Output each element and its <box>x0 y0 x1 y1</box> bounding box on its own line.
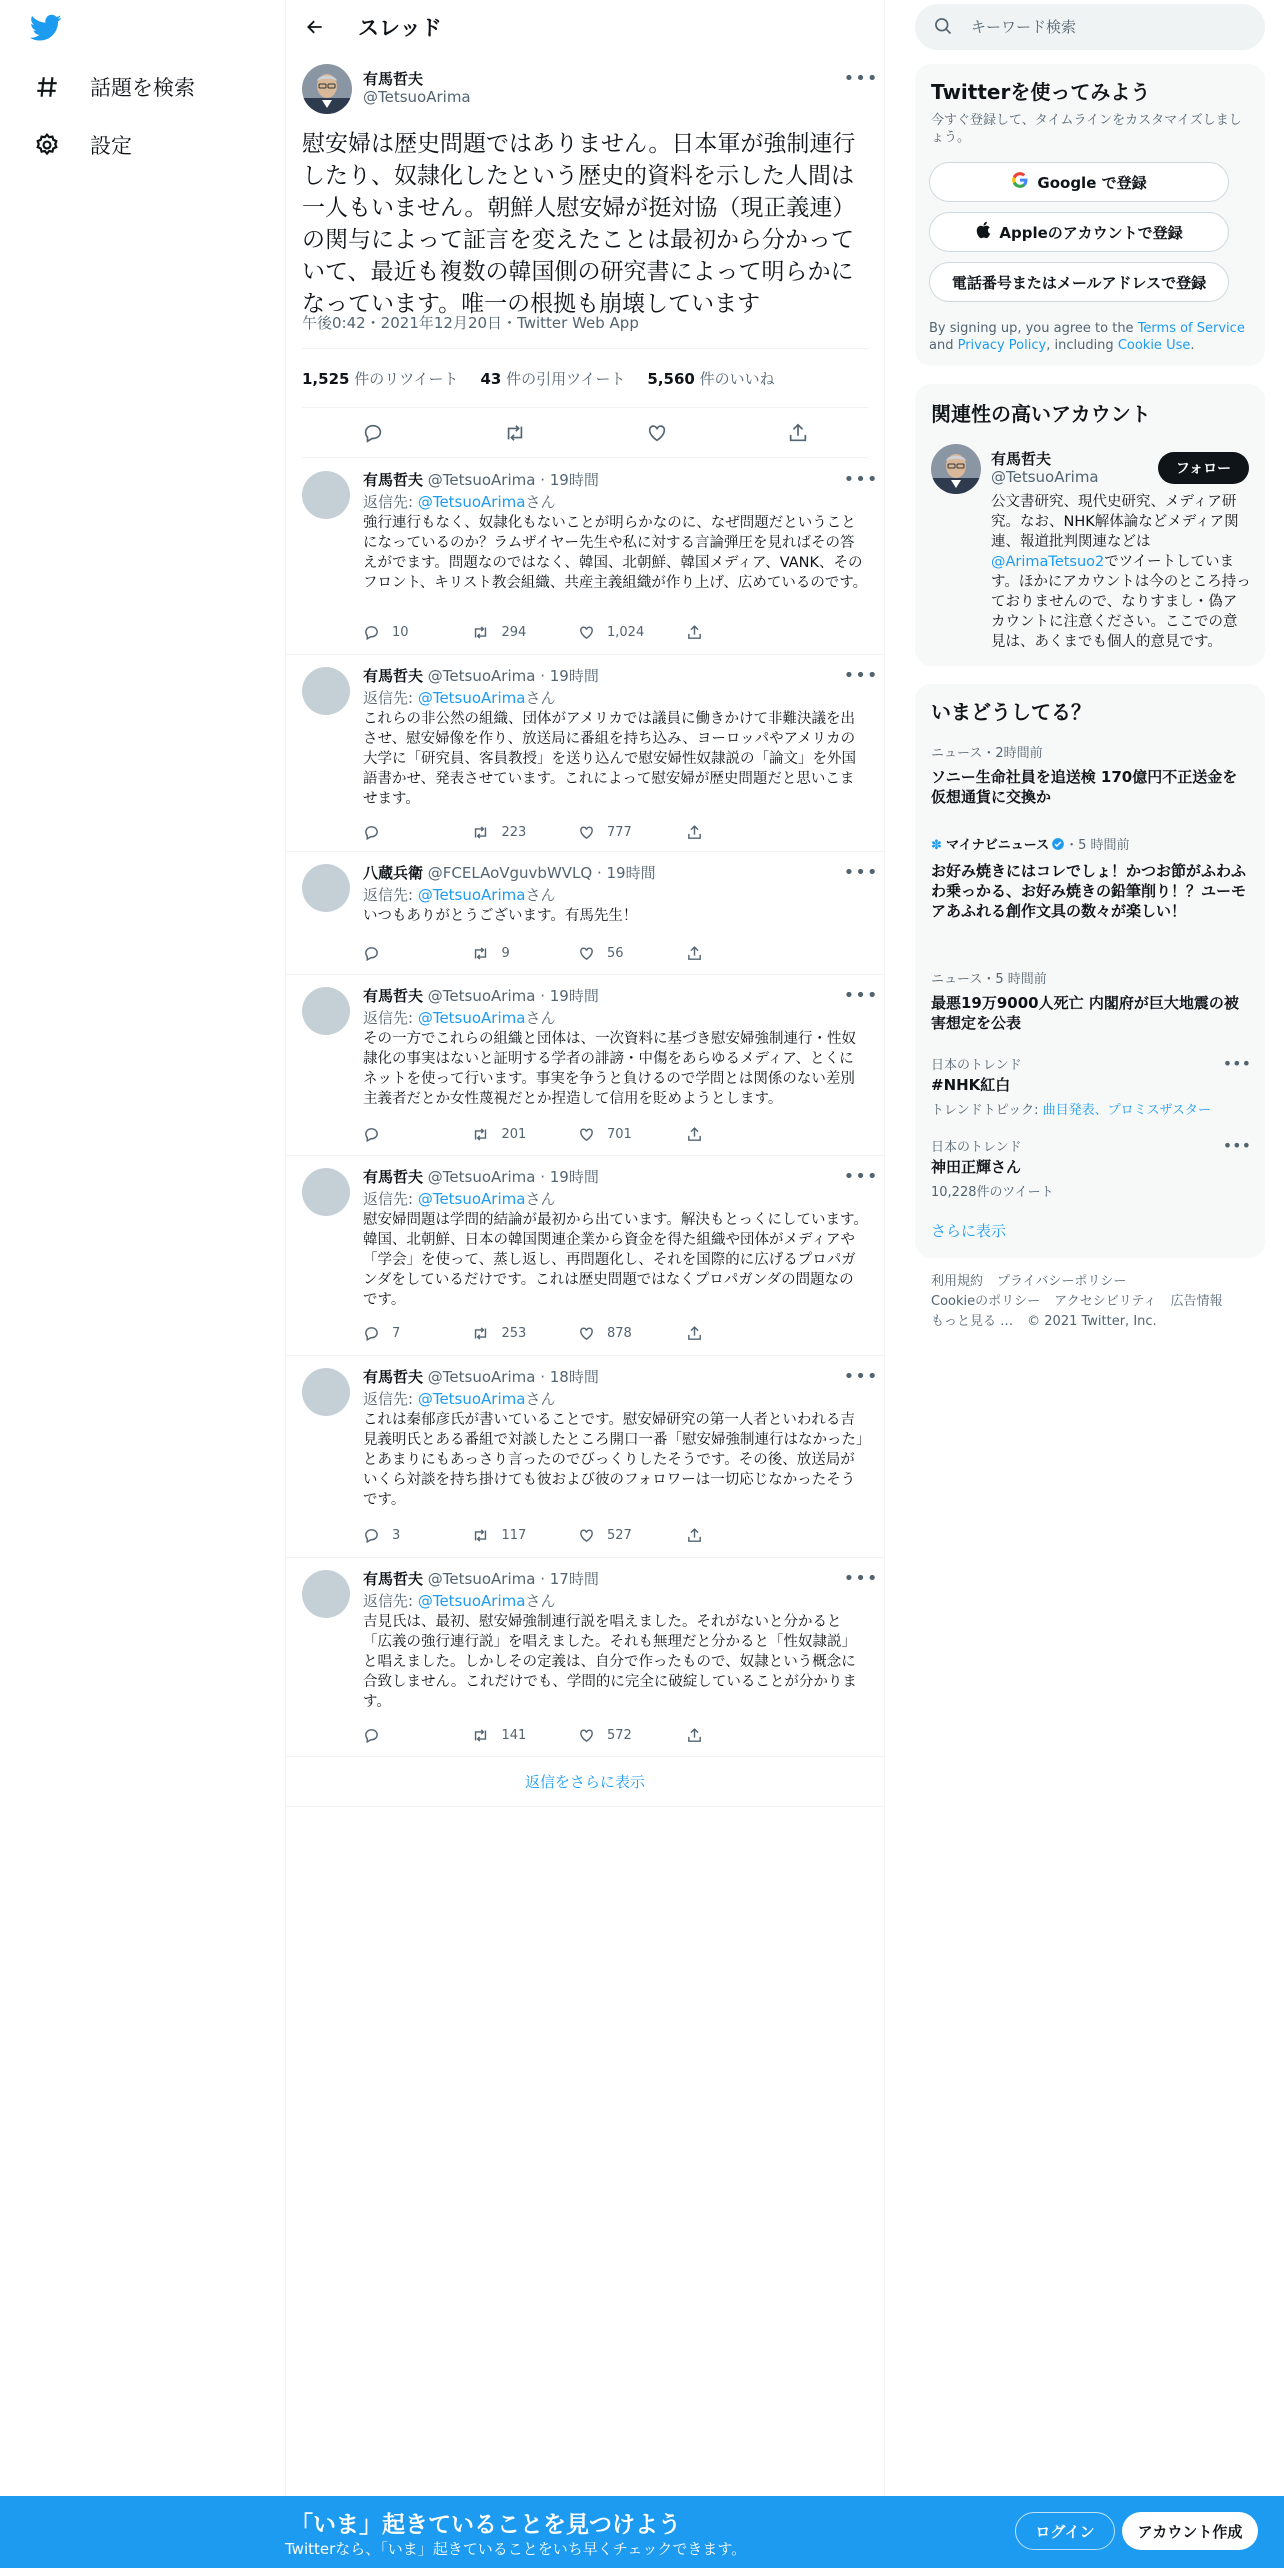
reply-icon[interactable] <box>363 1524 471 1546</box>
apple-signup-label: Appleのアカウントで登録 <box>999 223 1183 242</box>
reply-author-handle[interactable]: @TetsuoArima <box>427 1570 536 1588</box>
reply-author-name[interactable]: 有馬哲夫 <box>363 1368 424 1386</box>
news-source-icon: ✽ <box>931 838 942 853</box>
share-icon[interactable] <box>686 1322 794 1344</box>
trend-context: ニュース・2時間前 <box>931 746 1043 761</box>
privacy-policy-link[interactable]: Privacy Policy <box>957 338 1047 353</box>
thread-column <box>285 0 885 2568</box>
like-icon[interactable] <box>578 942 686 964</box>
share-icon[interactable] <box>686 1724 794 1746</box>
trend-title: 最悪19万9000人死亡 内閣府が巨大地震の被害想定を公表 <box>931 994 1239 1032</box>
reply-to-link[interactable]: @TetsuoArima <box>417 689 526 707</box>
reply-to-line: 返信先: @TetsuoArimaさん <box>363 1592 556 1610</box>
reply-author-handle[interactable]: @TetsuoArima <box>427 1168 536 1186</box>
reply-tweet[interactable] <box>286 975 884 1156</box>
more-icon[interactable]: ••• <box>843 67 879 89</box>
retweet-count: 9 <box>501 945 510 961</box>
trends-show-more-link[interactable]: さらに表示 <box>931 1222 1007 1240</box>
twitter-logo-icon[interactable] <box>30 14 70 54</box>
reply-text: その一方でこれらの組織と団体は、一次資料に基づき慰安婦強制連行・性奴隷化の事実はないと証明する学者の誹謗・中傷をあらゆるメディア、とくにネットを使って行います。事実を争うと負けるので学問とは関係のない差別主義者だとか女性蔑視だとか捏造して信用を貶めようとします。 <box>363 1031 856 1107</box>
reply-tweet[interactable] <box>286 1156 884 1356</box>
author-handle[interactable]: @TetsuoArima <box>363 88 471 106</box>
retweet-count: 117 <box>501 1527 527 1543</box>
like-count[interactable]: 5,560 件のいいね <box>647 369 775 388</box>
reply-to-link[interactable]: @TetsuoArima <box>417 493 526 511</box>
reply-icon[interactable] <box>363 821 471 843</box>
nav-settings-label: 設定 <box>90 134 132 158</box>
trend-context: 日本のトレンド <box>931 1058 1022 1073</box>
like-count: 527 <box>607 1527 632 1543</box>
more-icon[interactable]: ••• <box>1222 1136 1251 1155</box>
reply-text: 吉見氏は、最初、慰安婦強制連行説を唱えました。それがないと分かると「広義の強行連行説」を唱えました。それも無理だと分かると「性奴隷説」と唱えました。しかしその定義は、自分で作ったもので、奴隷という概念に合致しません。これだけでも、学問的に完全に破綻していることが分かります。 <box>363 1614 857 1710</box>
search-input[interactable] <box>971 18 1231 36</box>
reply-author-handle[interactable]: @FCELAoVguvbWVLQ <box>427 864 593 882</box>
reply-to-link[interactable]: @TetsuoArima <box>417 1009 526 1027</box>
like-count: 777 <box>607 824 632 840</box>
search-icon <box>933 16 955 38</box>
trend-topics-link[interactable]: 曲目発表、プロミスザスター <box>1042 1103 1211 1118</box>
tweet-timestamp[interactable]: 午後0:42・2021年12月20日・Twitter Web App <box>302 314 639 332</box>
reply-icon[interactable] <box>363 942 471 964</box>
share-icon[interactable] <box>686 1524 794 1546</box>
more-icon[interactable]: ••• <box>843 664 879 686</box>
avatar[interactable] <box>931 444 981 494</box>
reply-time[interactable]: 19時間 <box>606 864 656 882</box>
google-icon <box>1011 171 1037 193</box>
avatar[interactable] <box>302 864 350 912</box>
quote-count[interactable]: 43 件の引用ツイート <box>480 369 626 388</box>
apple-signup-button[interactable] <box>929 212 1229 252</box>
footer-link[interactable]: 利用規約 <box>931 1274 984 1289</box>
like-icon[interactable] <box>578 1123 686 1145</box>
retweet-count: 201 <box>501 1126 527 1142</box>
reply-to-line: 返信先: @TetsuoArimaさん <box>363 493 556 511</box>
reply-author-handle[interactable]: @TetsuoArima <box>427 471 536 489</box>
reply-tweet[interactable] <box>286 1356 884 1558</box>
like-count: 56 <box>607 945 624 961</box>
retweet-icon[interactable] <box>471 621 579 643</box>
reply-actions <box>363 1322 793 1344</box>
retweet-icon[interactable] <box>471 821 579 843</box>
more-icon[interactable]: ••• <box>843 468 879 490</box>
more-icon[interactable]: ••• <box>1222 1054 1251 1073</box>
reply-time[interactable]: 18時間 <box>549 1368 599 1386</box>
trend-item[interactable] <box>931 1136 1251 1200</box>
reply-to-link[interactable]: @TetsuoArima <box>417 1190 526 1208</box>
retweet-count: 253 <box>501 1325 527 1341</box>
google-signup-label: Google で登録 <box>1037 173 1147 192</box>
reply-header: 有馬哲夫 @TetsuoArima · 19時間 <box>363 987 599 1005</box>
login-button[interactable]: ログイン <box>1015 2512 1115 2550</box>
trends-card <box>915 684 1265 1258</box>
reply-icon[interactable] <box>363 621 471 643</box>
reply-author-handle[interactable]: @TetsuoArima <box>427 1368 536 1386</box>
relevant-bio: 公文書研究、現代史研究、メディア研究。なお、NHK解体論などメディア関連、報道批判関連などは@ArimaTetsuo2でツイートしています。ほかにアカウントは今のところ持っておりませんので、なりすまし・偽アカウントに注意ください。ここでの意見は、あくまでも個人的意見です。 <box>991 494 1251 650</box>
reply-to-link[interactable]: @TetsuoArima <box>417 1390 526 1408</box>
nav-explore-label: 話題を検索 <box>90 76 195 100</box>
trend-item[interactable] <box>931 742 1251 807</box>
retweet-icon[interactable] <box>471 942 579 964</box>
signup-title: Twitterを使ってみよう <box>931 80 1151 104</box>
avatar[interactable] <box>302 1570 350 1618</box>
reply-text: 慰安婦問題は学問的結論が最初から出ています。解決もとっくにしています。韓国、北朝鮮、日本の韓国関連企業から資金を得た組織や団体がメディアや「学会」を使って、蒸し返し、再問題化し、それを国際的に広げるプロパガンダをしているだけです。これは歴史問題ではなくプロパガンダの問題なのです。 <box>363 1212 868 1308</box>
share-icon[interactable] <box>686 942 794 964</box>
like-icon[interactable] <box>646 422 668 444</box>
bottom-signup-bar <box>0 2496 1284 2568</box>
trend-topics: トレンドトピック: 曲目発表、プロミスザスター <box>931 1103 1211 1118</box>
reply-tweet[interactable] <box>286 459 884 655</box>
show-more-replies-button[interactable]: 返信をさらに表示 <box>286 1757 884 1807</box>
reply-text: これは秦郁彦氏が書いていることです。慰安婦研究の第一人者といわれる吉見義明氏とある番組で対談したところ開口一番「慰安婦強制連行はなかった」とあまりにもあっさり言ったのでびっくりしたそうです。その後、放送局がいくら対談を持ち掛けても彼および彼のフォロワーは一切応じなかったそうです。 <box>363 1412 864 1508</box>
like-count: 1,024 <box>607 624 645 640</box>
reply-author-handle[interactable]: @TetsuoArima <box>427 667 536 685</box>
retweet-icon[interactable] <box>471 1123 579 1145</box>
follow-button[interactable]: フォロー <box>1158 452 1249 484</box>
reply-actions <box>363 1123 793 1145</box>
reply-header: 有馬哲夫 @TetsuoArima · 19時間 <box>363 1168 599 1186</box>
relevant-title: 関連性の高いアカウント <box>931 402 1151 426</box>
reply-author-handle[interactable]: @TetsuoArima <box>427 987 536 1005</box>
like-icon[interactable] <box>578 821 686 843</box>
avatar[interactable] <box>302 987 350 1035</box>
retweet-count: 141 <box>501 1727 527 1743</box>
reply-time[interactable]: 17時間 <box>549 1570 599 1588</box>
footer-link[interactable]: もっと見る … <box>931 1314 1014 1329</box>
trend-tweet-count: 10,228件のツイート <box>931 1185 1054 1200</box>
reply-author-name[interactable]: 有馬哲夫 <box>363 987 424 1005</box>
reply-to-line: 返信先: @TetsuoArimaさん <box>363 689 556 707</box>
reply-to-line: 返信先: @TetsuoArimaさん <box>363 1009 556 1027</box>
reply-actions <box>363 821 793 843</box>
footer-link[interactable]: プライバシーポリシー <box>997 1274 1127 1289</box>
reply-author-name[interactable]: 有馬哲夫 <box>363 1168 424 1186</box>
avatar[interactable] <box>302 64 352 114</box>
reply-time[interactable]: 19時間 <box>549 987 599 1005</box>
reply-header: 有馬哲夫 @TetsuoArima · 19時間 <box>363 471 599 489</box>
footer-link[interactable]: Cookieのポリシー <box>931 1294 1041 1309</box>
mention-link[interactable]: @ArimaTetsuo2 <box>991 554 1105 570</box>
retweet-count: 223 <box>501 824 527 840</box>
share-icon[interactable] <box>787 422 809 444</box>
reply-tweet[interactable] <box>286 1558 884 1757</box>
trend-title: お好み焼きにはコレでしょ！かつお節がふわふわ乗っかる、お好み焼きの鉛筆削り！？ユーモアあふれる創作文具の数々が楽しい！ <box>931 861 1247 920</box>
trends-title: いまどうしてる？ <box>931 700 1091 724</box>
more-icon[interactable]: ••• <box>843 1567 879 1589</box>
page-title: スレッド <box>358 16 442 40</box>
like-icon[interactable] <box>578 621 686 643</box>
retweet-icon[interactable] <box>471 1322 579 1344</box>
tweet-text: 慰安婦は歴史問題ではありません。日本軍が強制連行したり、奴隷化したという歴史的資料を示した人間は一人もいません。朝鮮人慰安婦が挺対協（現正義連）の関与によって証言を変えたことは最初から分かっていて、最近も複数の韓国側の研究書によって明らかになっています。唯一の根拠も崩壊しています <box>302 131 856 317</box>
reply-header: 有馬哲夫 @TetsuoArima · 19時間 <box>363 667 599 685</box>
apple-icon <box>975 221 999 243</box>
trend-title: ソニー生命社員を追送検 170億円不正送金を仮想通貨に交換か <box>931 768 1238 806</box>
retweet-count: 294 <box>501 624 527 640</box>
footer-links <box>931 1272 1251 1332</box>
reply-time[interactable]: 19時間 <box>549 471 599 489</box>
reply-actions <box>363 942 793 964</box>
verified-badge-icon <box>1051 837 1065 855</box>
reply-icon[interactable] <box>363 1322 471 1344</box>
more-icon[interactable]: ••• <box>843 1365 879 1387</box>
trend-context: 日本のトレンド <box>931 1140 1022 1155</box>
retweet-count[interactable]: 1,525 件のリツイート <box>302 369 459 388</box>
relevant-name[interactable]: 有馬哲夫 <box>991 450 1052 468</box>
share-icon[interactable] <box>686 621 794 643</box>
author-name[interactable]: 有馬哲夫 <box>363 70 424 88</box>
trend-item[interactable] <box>931 834 1251 921</box>
reply-tweet[interactable] <box>286 655 884 852</box>
signup-subtitle: 今すぐ登録して、タイムラインをカスタマイズしましょう。 <box>931 113 1242 145</box>
more-icon[interactable]: ••• <box>843 861 879 883</box>
reply-actions <box>363 621 793 643</box>
reply-actions <box>363 1524 793 1546</box>
retweet-icon[interactable] <box>471 1724 579 1746</box>
signup-button[interactable]: アカウント作成 <box>1122 2512 1258 2550</box>
back-arrow-icon[interactable] <box>300 12 330 42</box>
avatar[interactable] <box>302 471 350 519</box>
avatar[interactable] <box>302 1368 350 1416</box>
cookie-use-link[interactable]: Cookie Use <box>1117 338 1191 353</box>
reply-author-name[interactable]: 八蔵兵衛 <box>363 864 424 882</box>
reply-to-link[interactable]: @TetsuoArima <box>417 886 526 904</box>
like-count: 878 <box>607 1325 632 1341</box>
gear-icon <box>30 128 64 162</box>
trend-item[interactable] <box>931 968 1251 1033</box>
reply-to-link[interactable]: @TetsuoArima <box>417 1592 526 1610</box>
more-icon[interactable]: ••• <box>843 984 879 1006</box>
reply-author-name[interactable]: 有馬哲夫 <box>363 471 424 489</box>
search-box[interactable] <box>915 4 1265 50</box>
reply-header: 八蔵兵衛 @FCELAoVguvbWVLQ · 19時間 <box>363 864 656 882</box>
trend-context: ニュース・5 時間前 <box>931 972 1047 987</box>
reply-time[interactable]: 19時間 <box>549 1168 599 1186</box>
terms-of-service-link[interactable]: Terms of Service <box>1137 321 1245 336</box>
bottom-bar-title: 「いま」起きていることを見つけよう <box>290 2512 681 2538</box>
bottom-bar-subtitle: Twitterなら、「いま」起きていることをいち早くチェックできます。 <box>285 2540 747 2558</box>
left-navigation <box>0 0 285 2568</box>
reply-count: 7 <box>392 1325 401 1341</box>
tweet-actions <box>302 408 868 458</box>
avatar[interactable] <box>302 1168 350 1216</box>
reply-to-line: 返信先: @TetsuoArimaさん <box>363 1190 556 1208</box>
reply-actions <box>363 1724 793 1746</box>
copyright: © 2021 Twitter, Inc. <box>1027 1314 1157 1329</box>
reply-header: 有馬哲夫 @TetsuoArima · 17時間 <box>363 1570 599 1588</box>
relevant-handle[interactable]: @TetsuoArima <box>991 468 1099 486</box>
more-icon[interactable]: ••• <box>843 1165 879 1187</box>
retweet-icon[interactable] <box>503 422 527 444</box>
hashtag-icon <box>30 70 64 104</box>
footer-link[interactable]: 広告情報 <box>1170 1294 1223 1309</box>
reply-text: これらの非公然の組織、団体がアメリカでは議員に働きかけて非難決議を出させ、慰安婦像を作り、放送局に番組を持ち込み、ヨーロッパやアメリカの大学に「研究員、客員教授」を送り込んで慰安婦性奴隷説の「論文」を外国語書かせ、発表させています。これによって慰安婦が歴史問題だと思いこませます。 <box>363 711 856 807</box>
like-icon[interactable] <box>578 1724 686 1746</box>
reply-text: 強行連行もなく、奴隷化もないことが明らかなのに、なぜ問題だということになっているのか？ラムザイヤー先生や私に対する言論弾圧を見ればその答えがでます。問題なのではなく、韓国、北朝鮮、韓国メディア、VANK、そのフロント、キリスト教会組織、共産主義組織が作り上げ、広めているのです。 <box>363 515 868 591</box>
reply-time[interactable]: 19時間 <box>549 667 599 685</box>
reply-text: いつもありがとうございます。有馬先生！ <box>363 908 638 924</box>
reply-tweet[interactable] <box>286 852 884 975</box>
avatar[interactable] <box>302 667 350 715</box>
reply-to-line: 返信先: @TetsuoArimaさん <box>363 886 556 904</box>
reply-count: 3 <box>392 1527 401 1543</box>
reply-author-name[interactable]: 有馬哲夫 <box>363 1570 424 1588</box>
trend-item[interactable] <box>931 1054 1251 1118</box>
nav-explore[interactable] <box>30 62 195 112</box>
retweet-icon[interactable] <box>471 1524 579 1546</box>
reply-count: 10 <box>392 624 409 640</box>
reply-icon[interactable] <box>363 1123 471 1145</box>
google-signup-button[interactable] <box>929 162 1229 202</box>
share-icon[interactable] <box>686 1123 794 1145</box>
reply-icon[interactable] <box>363 1724 471 1746</box>
footer-link[interactable]: アクセシビリティ <box>1054 1294 1157 1309</box>
signup-card <box>915 64 1265 366</box>
share-icon[interactable] <box>686 821 794 843</box>
like-icon[interactable] <box>578 1322 686 1344</box>
nav-settings[interactable] <box>30 120 132 170</box>
reply-author-name[interactable]: 有馬哲夫 <box>363 667 424 685</box>
relevant-accounts-card <box>915 384 1265 666</box>
reply-icon[interactable] <box>362 422 384 444</box>
trend-title: #NHK紅白 <box>931 1076 1011 1094</box>
thread-header <box>286 0 884 54</box>
trend-title: 神田正輝さん <box>931 1158 1022 1176</box>
like-count: 701 <box>607 1126 632 1142</box>
trend-context: ✽ マイナビニュース ・5 時間前 <box>931 838 1130 853</box>
reply-to-line: 返信先: @TetsuoArimaさん <box>363 1390 556 1408</box>
like-count: 572 <box>607 1727 632 1743</box>
like-icon[interactable] <box>578 1524 686 1546</box>
tweet-stats <box>302 348 868 408</box>
phone-email-signup-button[interactable]: 電話番号またはメールアドレスで登録 <box>929 262 1229 302</box>
terms-text: By signing up, you agree to the Terms of Service and Privacy Policy, including Cookie Use. <box>929 321 1245 353</box>
reply-header: 有馬哲夫 @TetsuoArima · 18時間 <box>363 1368 599 1386</box>
